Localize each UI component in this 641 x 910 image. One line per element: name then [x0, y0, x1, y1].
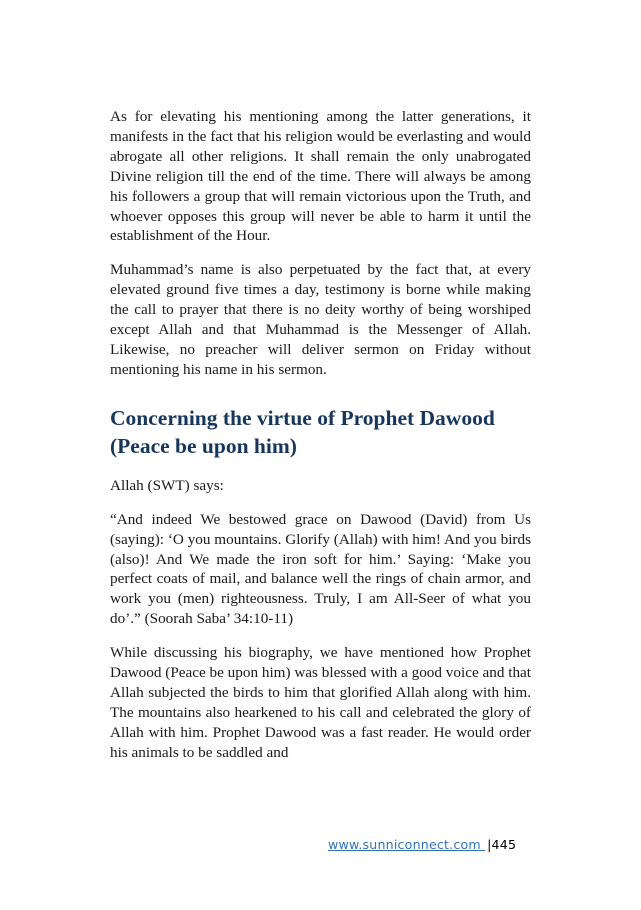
paragraph-name-perpetuated: Muhammad’s name is also perpetuated by the fact that, at every elevated ground five times a day, testimony is borne while making the call to prayer that there is no deity worthy of being worshiped except Allah and that Muhammad is the Messenger of Allah. Likewise, no preacher will deliver sermon on Friday without mentioning his name in his sermon. [110, 261, 531, 378]
section-heading: Concerning the virtue of Prophet Dawood (Peace be upon him) [110, 405, 495, 458]
paragraph-elevating-mention: As for elevating his mentioning among the latter generations, it manifests in the fact that his religion would be everlasting and would abrogate all other religions. It shall remain the only unabrogated Divine religion till the end of the time. There will always be among his followers a group that will remain victorious upon the Truth, and whoever opposes this group will never be able to harm it until the establishment of the Hour. [110, 108, 531, 245]
page-footer [328, 837, 516, 852]
website-link[interactable]: www.sunniconnect.com [328, 837, 486, 852]
paragraph-allah-says: Allah (SWT) says: [110, 476, 224, 494]
page-number: 445 [491, 837, 517, 852]
footer-separator: | [487, 837, 492, 852]
document-page [110, 107, 531, 777]
paragraph-biography: While discussing his biography, we have mentioned how Prophet Dawood (Peace be upon him) was blessed with a good voice and that Allah subjected the birds to him that glorified Allah along with him. The mountains also hearkened to his call and celebrated the glory of Allah with him. Prophet Dawood was a fast reader. He would order his animals to be saddled and [110, 644, 531, 761]
paragraph-quran-quote: “And indeed We bestowed grace on Dawood (David) from Us (saying): ‘O you mountains. Glorify (Allah) with him! And you birds (also)! And We made the iron soft for him.’ Saying: ‘Make you perfect coats of mail, and balance well the rings of chain armor, and work you (men) righteousness. Truly, I am All-Seer of what you do’.” (Soorah Saba’ 34:10-11) [110, 510, 531, 628]
